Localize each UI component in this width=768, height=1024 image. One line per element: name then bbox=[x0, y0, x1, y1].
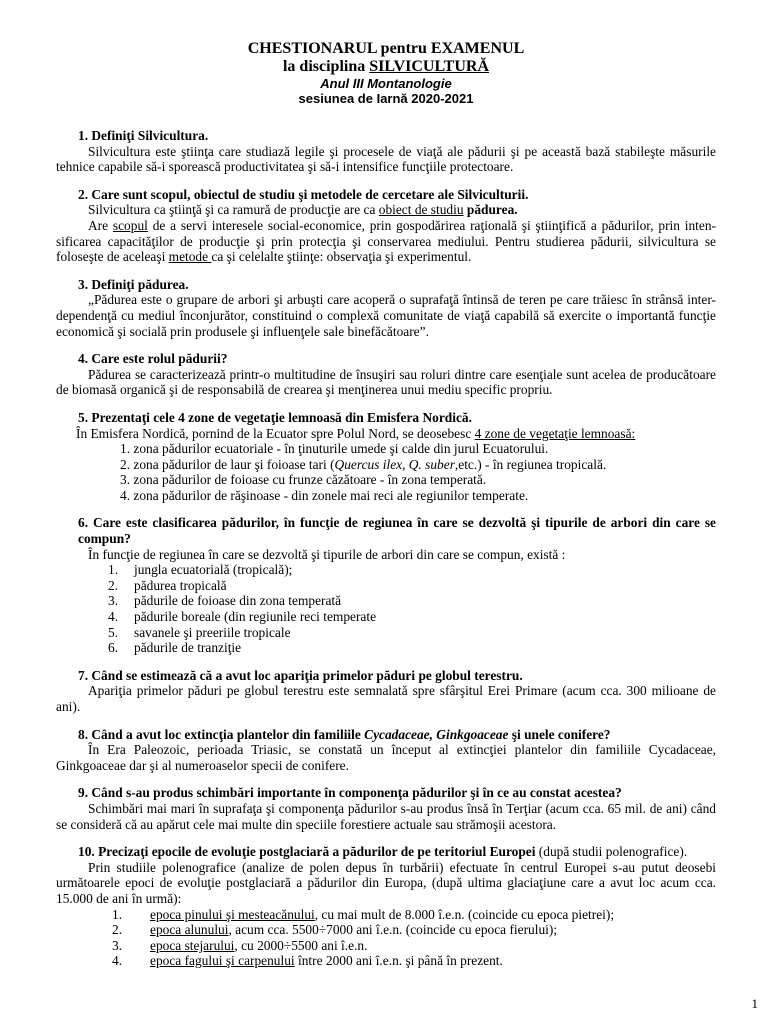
list-item: 4. pădurile boreale (din regiunile reci temperate bbox=[108, 609, 377, 625]
answer-paragraph: Silvicultura este ştiinţa care studiază legile şi procesele de viaţă ale pădurii şi pe această bază stabileşte măsurile tehnice capabile să-i sporească productivitatea şi să-i intensifice funcţiile protectoare. bbox=[56, 143, 716, 175]
title-line-2: la disciplina SILVICULTURĂ bbox=[282, 58, 489, 75]
question-title: 7. Când se estimează că a avut loc apariţia primelor păduri pe globul terestru. bbox=[78, 667, 523, 683]
answer-paragraph: În Emisfera Nordică, pornind de la Ecuator spre Polul Nord, se deosebesc 4 zone de vegetaţie lemnoasă: bbox=[76, 425, 636, 441]
list-item: 4. epoca fagului şi carpenului între 2000 ani î.e.n. şi până în prezent. bbox=[112, 953, 503, 969]
answer-paragraph: Pădurea se caracterizează printr-o multitudine de însuşiri sau roluri dintre care esenţiale sunt acelea de producătoare de biomasă organică şi de responsabilă de crearea şi menţinerea unui mediu specific propriu. bbox=[56, 366, 716, 398]
list-item: 2. zona pădurilor de laur şi foioase tari (Quercus ilex, Q. suber,etc.) - în regiunea tropicală. bbox=[120, 456, 607, 472]
vegetation-zones-list bbox=[56, 441, 716, 503]
answer-paragraph: Prin studiile polenografice (analize de polen depus în turbării) efectuate în centrul Europei s-au putut deosebi următoarele epoci de evoluţie postglaciară a pădurilor din Europa, (după ultima glaciaţiune care a avut loc acum cca. 15.000 de ani în urmă): bbox=[56, 859, 716, 906]
question-title: 3. Definiţi pădurea. bbox=[78, 276, 189, 292]
answer-paragraph: Schimbări mai mari în suprafaţa şi componenţa pădurilor s-au produs însă în Terţiar (acum cca. 65 mil. de ani) când se consideră că au apărut cele mai multe din speciile forestiere actuale sau strămoşii acestora. bbox=[56, 800, 716, 832]
question-title: 8. Când a avut loc extincţia plantelor din familiile Cycadaceae, Ginkgoaceae şi unele conifere? bbox=[78, 726, 611, 742]
forest-types-list bbox=[56, 562, 716, 656]
discipline-name: SILVICULTURĂ bbox=[369, 58, 489, 75]
question-7 bbox=[56, 668, 716, 715]
list-item: 2. epoca alunului, acum cca. 5500÷7000 ani î.e.n. (coincide cu epoca fierului); bbox=[112, 922, 558, 938]
list-item: 5. savanele şi preeriile tropicale bbox=[108, 624, 291, 640]
question-title: 2. Care sunt scopul, obiectul de studiu şi metodele de cercetare ale Silviculturii. bbox=[78, 186, 529, 202]
page-number: 1 bbox=[751, 996, 758, 1012]
list-item: 3. pădurile de foioase din zona temperată bbox=[108, 593, 342, 609]
question-9 bbox=[56, 785, 716, 832]
question-title: 9. Când s-au produs schimbări importante în componenţa pădurilor şi în ce au constat acestea? bbox=[78, 785, 622, 801]
list-item: 1. jungla ecuatorială (tropicală); bbox=[108, 562, 293, 578]
question-3 bbox=[56, 277, 716, 339]
title-line-1: CHESTIONARUL pentru EXAMENUL bbox=[247, 40, 525, 57]
question-4 bbox=[56, 351, 716, 398]
question-2 bbox=[56, 187, 716, 265]
session-line: sesiunea de Iarnă 2020-2021 bbox=[298, 91, 474, 106]
answer-paragraph: Silvicultura ca ştiinţă şi ca ramură de producţie are ca obiect de studiu pădurea. bbox=[88, 202, 518, 218]
question-title: 1. Definiţi Silvicultura. bbox=[78, 128, 209, 143]
list-item: 4. zona pădurilor de răşinoase - din zonele mai reci ale regiunilor temperate. bbox=[120, 487, 529, 503]
answer-paragraph: În Era Paleozoic, perioada Triasic, se constată un început al extincţiei plantelor din familiile Cycadaceae, Ginkgoaceae dar şi al numeroaselor specii de conifere. bbox=[56, 742, 716, 773]
list-item: 6. pădurile de tranziţie bbox=[108, 640, 242, 656]
list-item: 1. zona pădurilor ecuatoriale - în ţinuturile umede şi calde din jurul Ecuatorului. bbox=[120, 441, 549, 457]
list-item: 2. pădurea tropicală bbox=[108, 577, 227, 593]
list-item: 3. zona pădurilor de foioase cu frunze căzătoare - în zona temperată. bbox=[120, 472, 487, 488]
question-5 bbox=[56, 410, 716, 504]
question-10 bbox=[56, 844, 716, 969]
question-title: 4. Care este rolul pădurii? bbox=[78, 351, 228, 367]
question-6 bbox=[56, 515, 716, 655]
answer-paragraph: Are scopul de a servi interesele social-economice, prin gospodărirea raţională şi ştiinţifică a pădurilor, prin inten-sificarea capacităţilor de producţie şi prin protecţia şi conservarea mediului. Pentru studierea pădurii, silvicultura se foloseşte de aceleaşi metode ca şi celelalte ştiinţe: observaţia şi experimentul. bbox=[56, 217, 716, 265]
list-item: 1. epoca pinului şi mesteacănului, cu mai mult de 8.000 î.e.n. (coincide cu epoca pietrei); bbox=[112, 906, 615, 922]
question-8 bbox=[56, 727, 716, 774]
document-header bbox=[56, 40, 716, 106]
answer-paragraph: În funcţie de regiunea în care se dezvoltă şi tipurile de arbori din care se compun, există : bbox=[88, 546, 566, 562]
answer-paragraph: Apariţia primelor păduri pe globul terestru este semnalată spre sfârşitul Erei Primare (acum cca. 300 milioane de ani). bbox=[56, 683, 716, 714]
year-line: Anul III Montanologie bbox=[320, 76, 452, 91]
epochs-list bbox=[56, 907, 716, 969]
answer-paragraph: „Pădurea este o grupare de arbori şi arbuşti care acoperă o suprafaţă întinsă de teren pe care trăiesc în strânsă inter-dependenţă cu mediul înconjurător, constituind o complexă comunitate de viaţă capabilă să exercite o importantă funcţie economică şi socială prin produsele şi influenţele sale binefăcătoare”. bbox=[56, 292, 716, 339]
question-1 bbox=[56, 128, 716, 175]
question-title: 10. Precizaţi epocile de evoluţie postglaciară a pădurilor de pe teritoriul Europei (după studii polenografice). bbox=[78, 844, 688, 860]
question-title: 5. Prezentaţi cele 4 zone de vegetaţie lemnoasă din Emisfera Nordică. bbox=[78, 409, 472, 425]
list-item: 3. epoca stejarului, cu 2000÷5500 ani î.e.n. bbox=[112, 937, 368, 953]
question-title: 6. Care este clasificarea pădurilor, în funcţie de regiunea în care se dezvoltă şi tipurile de arbori din care se compun? bbox=[78, 515, 716, 547]
